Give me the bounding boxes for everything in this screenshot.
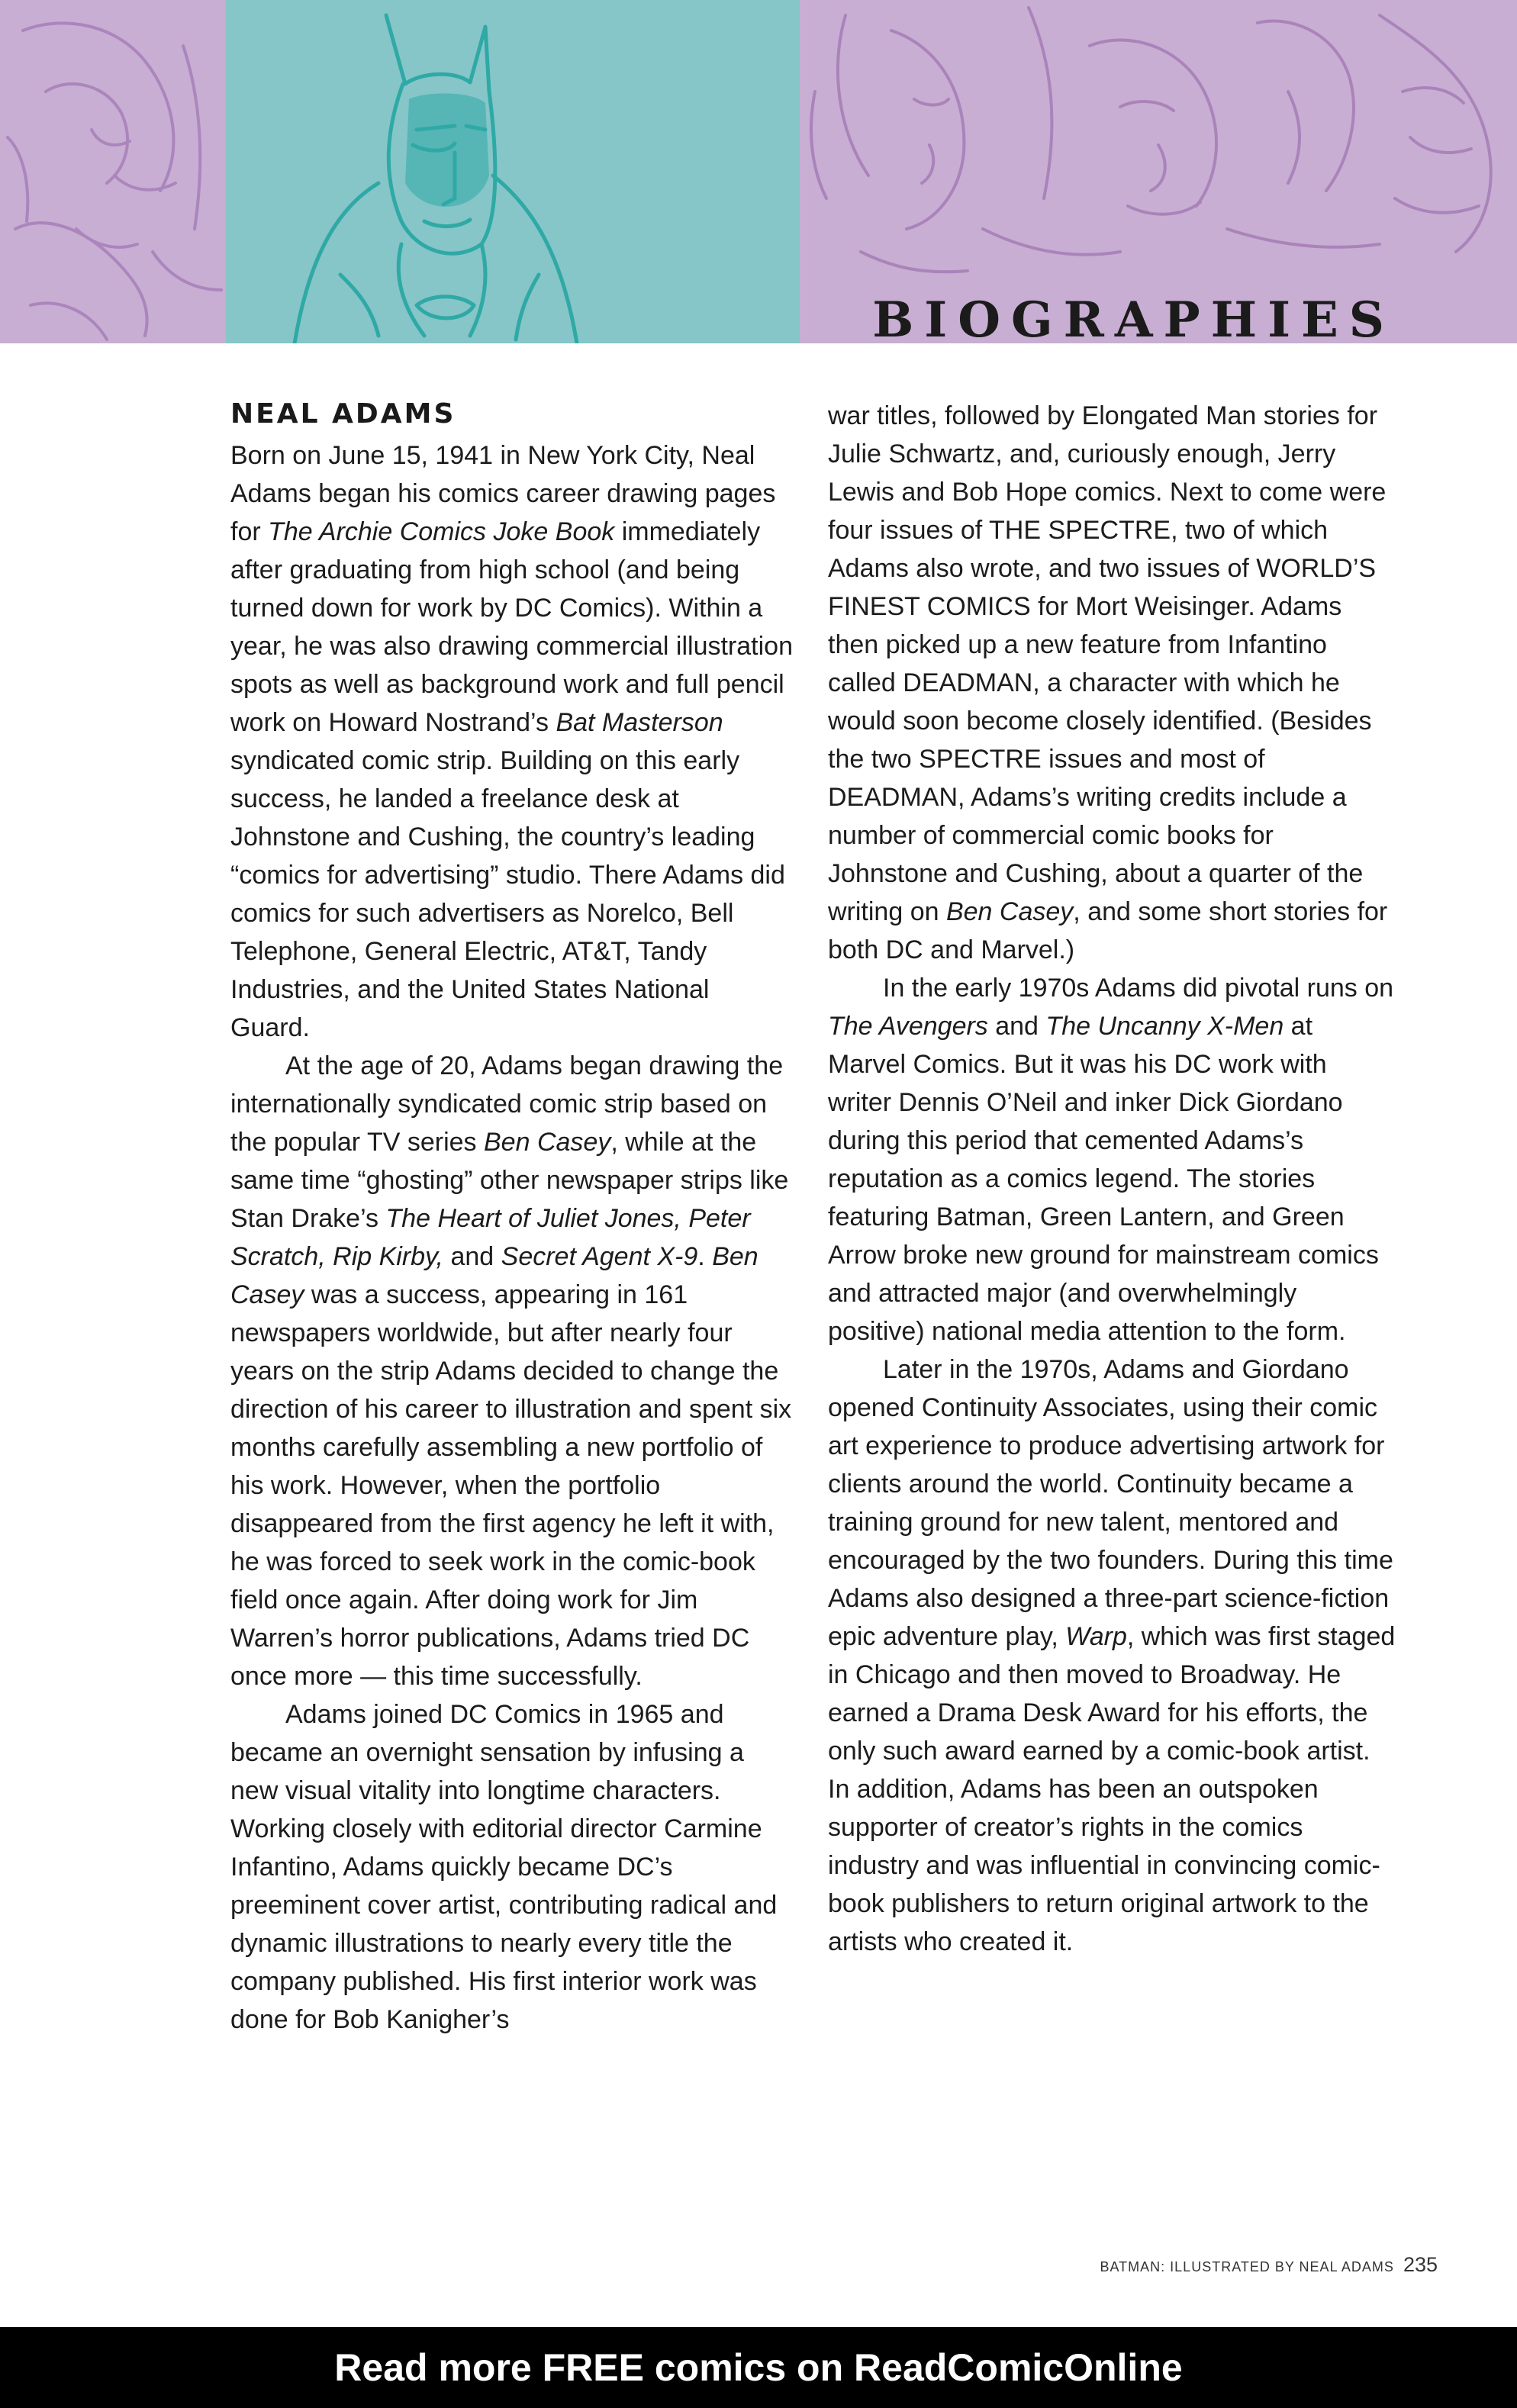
paragraph xyxy=(230,436,795,1047)
header-batman-illustration xyxy=(226,0,800,343)
text-columns xyxy=(230,401,1396,2039)
running-footer xyxy=(1100,2253,1438,2277)
paragraph-text: was a success, appearing in 161 newspapers worldwide, but after nearly four years on the strip Adams decided to change the direction of his career to illustration and spent six months carefully assembling a new portfolio of his work. However, when the portfolio disappeared from the first agency he left it with, he was forced to seek work in the comic-book field once again. After doing work for Jim Warren’s horror publications, Adams tried DC once more — this time successfully. xyxy=(230,1280,792,1691)
paragraph-text: at Marvel Comics. But it was his DC work with writer Dennis O’Neil and inker Dick Giordano during this period that cemented Adams’s reputation as a comics legend. The stories featuring Batman, Green Lantern, and Green Arrow broke new ground for mainstream comics and attracted major (and overwhelmingly positive) national media attention to the form. xyxy=(828,1012,1379,1346)
paragraph-text: , and some short stories for both DC and Marvel.) xyxy=(828,897,1388,964)
italic-title-text: The Heart of Juliet Jones, Peter Scratch, Rip Kirby, xyxy=(230,1204,751,1271)
biography-article xyxy=(230,397,1396,2039)
italic-title-text: Ben Casey xyxy=(484,1128,611,1157)
running-footer-title: BATMAN: ILLUSTRATED BY NEAL ADAMS xyxy=(1100,2259,1394,2274)
italic-title-text: Warp xyxy=(1065,1622,1127,1651)
italic-title-text: Bat Masterson xyxy=(556,708,723,737)
paragraph-text: war titles, followed by Elongated Man stories for Julie Schwartz, and, curiously enough, Jerry Lewis and Bob Hope comics. Next to come were four issues of THE SPECTRE, two of which Adams also wrote, and two issues of WORLD’S FINEST COMICS for Mort Weisinger. Adams then picked up a new feature from Infantino called DEADMAN, a character with which he would soon become closely identified. (Besides the two SPECTRE issues and most of DEADMAN, Adams’s writing credits include a number of commercial comic books for Johnstone and Cushing, about a quarter of the writing on xyxy=(828,401,1387,926)
pencil-sketch-face-left xyxy=(0,0,226,343)
header-sketch-left xyxy=(0,0,226,343)
paragraph-text: syndicated comic strip. Building on this early success, he landed a freelance desk at Johnstone and Cushing, the country’s leading “comics for advertising” studio. There Adams did comics for such advertisers as Norelco, Bell Telephone, General Electric, AT&T, Tandy Industries, and the United States National Guard. xyxy=(230,746,785,1042)
paragraph xyxy=(828,969,1396,1350)
paragraph-text: immediately after graduating from high school (and being turned down for work by DC Comics). Within a year, he was also drawing commercial illustration spots as well as background work and full pencil work on Howard Nostrand’s xyxy=(230,517,793,737)
biography-name-heading: NEAL ADAMS xyxy=(230,398,456,430)
italic-title-text: The Archie Comics Joke Book xyxy=(268,517,615,546)
italic-title-text: Secret Agent X-9 xyxy=(501,1242,698,1271)
paragraph-text: Adams joined DC Comics in 1965 and became an overnight sensation by infusing a new visual vitality into longtime characters. Working closely with editorial director Carmine Infantino, Adams quickly became DC’s preeminent cover artist, contributing radical and dynamic illustrations to nearly every title the company published. His first interior work was done for Bob Kanigher’s xyxy=(230,1700,778,2034)
paragraph-text: Later in the 1970s, Adams and Giordano opened Continuity Associates, using their comic art experience to produce advertising artwork for clients around the world. Continuity became a training ground for new talent, mentored and encouraged by the two founders. During this time Adams also designed a three-part science-fiction epic adventure play, xyxy=(828,1355,1393,1651)
paragraph xyxy=(828,397,1396,969)
text-column-left xyxy=(230,436,795,2039)
paragraph xyxy=(828,1350,1396,1961)
italic-title-text: The Uncanny X-Men xyxy=(1045,1012,1284,1041)
promo-banner[interactable]: Read more FREE comics on ReadComicOnline xyxy=(0,2327,1517,2408)
paragraph-text: and xyxy=(443,1242,501,1271)
italic-title-text: Ben Casey xyxy=(230,1242,758,1309)
paragraph-text: and xyxy=(987,1012,1046,1041)
batman-sketch xyxy=(226,0,800,343)
paragraph-text: , while at the same time “ghosting” other newspaper strips like Stan Drake’s xyxy=(230,1128,789,1233)
paragraph-text: , which was first staged in Chicago and then moved to Broadway. He earned a Drama Desk Award for his efforts, the only such award earned by a comic-book artist. In addition, Adams has been an outspoken supporter of creator’s rights in the comics industry and was influential in convincing comic-book publishers to return original artwork to the artists who created it. xyxy=(828,1622,1396,1956)
section-title: BIOGRAPHIES xyxy=(872,291,1395,349)
italic-title-text: Ben Casey xyxy=(945,897,1074,926)
italic-title-text: The Avengers xyxy=(828,1012,988,1041)
paragraph xyxy=(230,1047,795,1695)
paragraph-text: At the age of 20, Adams began drawing the internationally syndicated comic strip based on the popular TV series xyxy=(230,1051,784,1157)
paragraph-text: Born on June 15, 1941 in New York City, Neal Adams began his comics career drawing pages for xyxy=(230,441,776,546)
paragraph xyxy=(230,1695,795,2039)
paragraph-text: In the early 1970s Adams did pivotal runs on xyxy=(883,974,1394,1003)
text-column-right xyxy=(828,397,1396,2039)
page-number: 235 xyxy=(1403,2253,1438,2276)
paragraph-text: . xyxy=(697,1242,713,1271)
